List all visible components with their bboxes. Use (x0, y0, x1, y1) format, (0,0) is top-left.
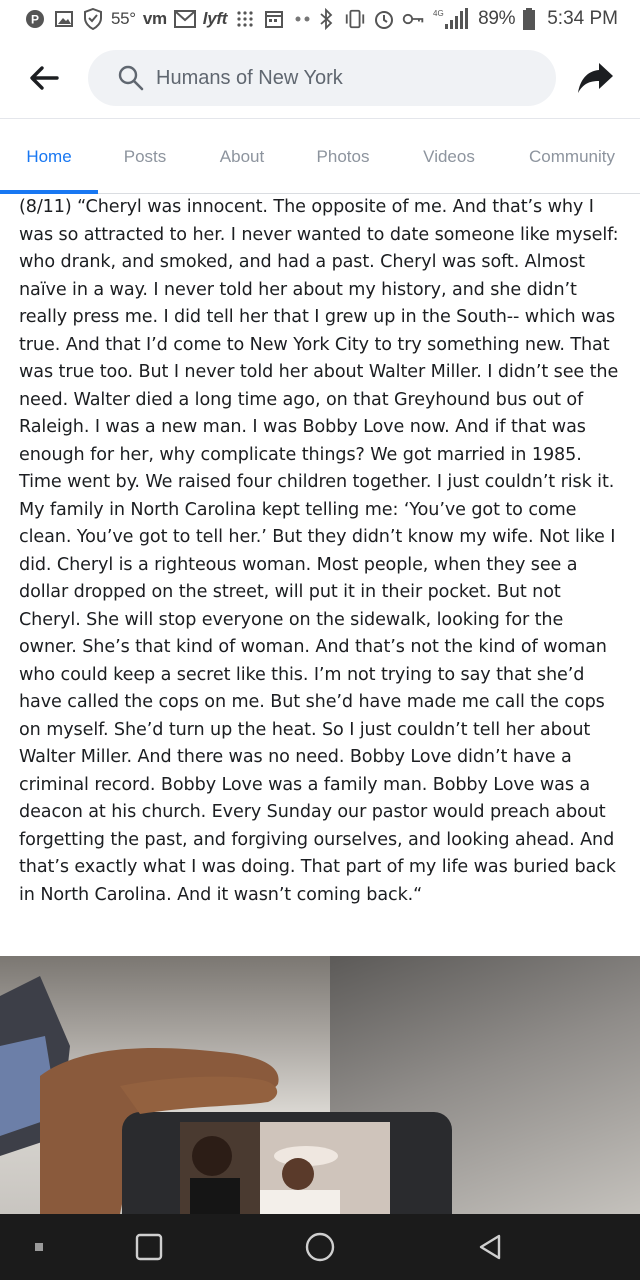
battery-icon (522, 8, 536, 30)
tab-videos[interactable]: Videos (423, 147, 475, 166)
mail-icon (174, 8, 196, 30)
system-nav-bar (0, 1214, 640, 1280)
clock: 5:34 PM (547, 8, 618, 29)
back-arrow-icon (29, 65, 59, 91)
p-icon (24, 8, 46, 30)
tab-about[interactable]: About (219, 147, 265, 166)
alarm-icon (373, 8, 395, 30)
home-button[interactable] (290, 1214, 350, 1280)
search-icon (118, 65, 144, 91)
dots-grid-icon (234, 8, 256, 30)
page-header (0, 38, 640, 118)
back-triangle-icon (475, 1232, 505, 1262)
temperature: 55° (111, 9, 136, 28)
status-bar-left (24, 8, 314, 30)
post-text: (8/11) “Cheryl was innocent. The opposite of me. And that’s why I was so attracted to her. I never wanted to date someone like myself: who drank, and smoked, and had a past. Cheryl was soft. Almost naïve in a way. I never told her about my history, and she didn’t really press me. I did tell her that I grew up in the South-- which was true. And that I’d come to New York City to try something new. That was true too. But I never told her about Walter Miller. I didn’t see the need. Walter died a long time ago, on that Greyhound bus out of Raleigh. I was a new man. I was Bobby Love now. And if that was enough for her, why complicate things? We got married in 1985. Time went by. We raised four children together. I just couldn’t risk it. My family in North Carolina kept telling me: ‘You’ve got to come clean. You’ve got to tell her.’ But they didn’t know my wife. Not like I did. Cheryl is a righteous woman. Most people, when they see a dollar dropped on the street, will put it in their pocket. But not Cheryl. She will stop everyone on the sidewalk, looking for the owner. She’s that kind of woman. And that’s not the kind of woman who could keep a secret like this. I’m not trying to say that she’d have called the cops on me. But she’d have made me call the cops on myself. She’d turn up the heat. So I just couldn’t tell her about Walter Miller. And there was no need. Bobby Love didn’t have a criminal record. Bobby Love was a family man. Bobby Love was a deacon at his church. Every Sunday our pastor would preach about forgetting the past, and forgiving ourselves, and looking ahead. And that’s exactly what I was doing. That part of my life was buried back in North Carolina. And it wasn’t coming back.“ (19, 197, 619, 905)
tab-community[interactable]: Community (529, 147, 615, 166)
back-button[interactable] (24, 60, 64, 96)
recents-button[interactable] (9, 1214, 69, 1280)
page-tabs (0, 118, 640, 194)
post-photo[interactable] (0, 956, 640, 1214)
vm-icon: vm (142, 9, 167, 28)
bluetooth-icon (315, 8, 337, 30)
recents-dot-icon (33, 1241, 45, 1253)
tab-photos[interactable]: Photos (316, 147, 370, 166)
key-icon (402, 8, 424, 30)
search-field[interactable] (88, 50, 556, 106)
more-dots-icon (292, 8, 314, 30)
signal-icon (431, 8, 471, 30)
status-bar (0, 0, 640, 38)
calendar-icon (263, 8, 285, 30)
share-button[interactable] (574, 56, 618, 100)
svg-text:4G: 4G (433, 9, 444, 18)
share-icon (577, 61, 615, 95)
home-circle-icon (304, 1231, 336, 1263)
vibrate-icon (344, 8, 366, 30)
shield-icon (82, 8, 104, 30)
search-query: Humans of New York (156, 66, 343, 89)
tab-posts[interactable]: Posts (123, 147, 167, 166)
lyft-icon: lyft (202, 9, 228, 28)
photo-illustration (0, 956, 640, 1214)
home-square-icon (134, 1232, 164, 1262)
image-icon (53, 8, 75, 30)
tab-home[interactable]: Home (26, 147, 72, 166)
svg-text:P: P (30, 12, 40, 27)
battery-percent: 89% (478, 8, 516, 29)
back-nav-button[interactable] (460, 1214, 520, 1280)
status-bar-right (315, 8, 618, 30)
overview-button[interactable] (119, 1214, 179, 1280)
